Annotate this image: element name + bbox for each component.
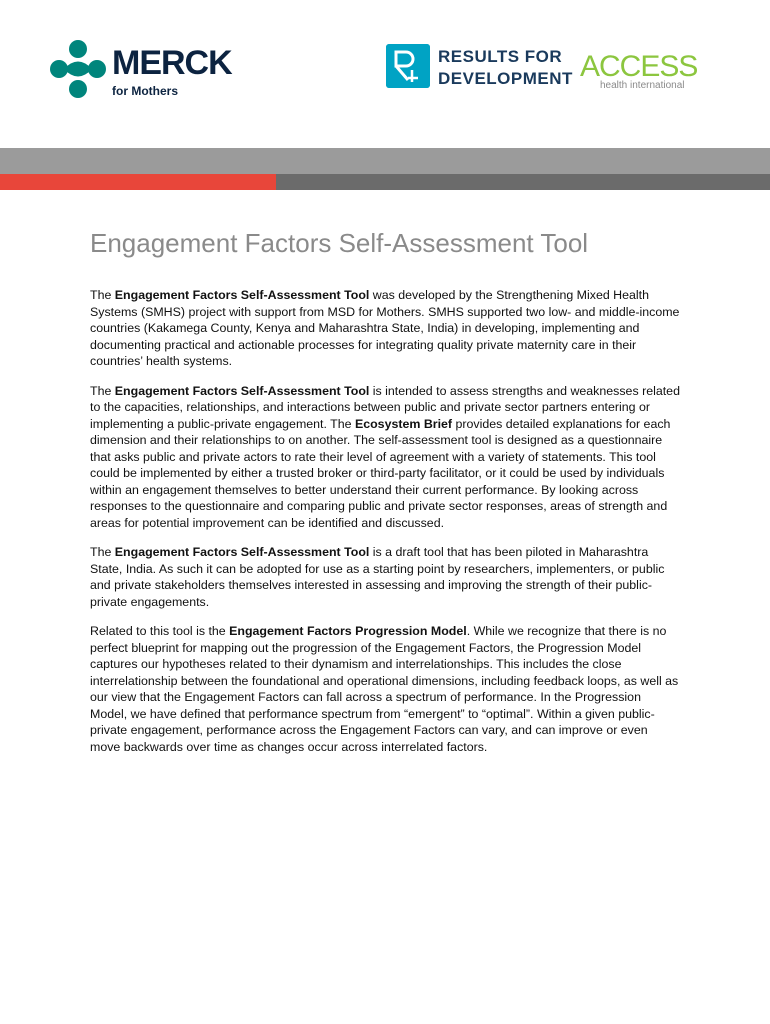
- r4d-line1: RESULTS FOR: [438, 47, 563, 66]
- access-wordmark: ACCESS: [580, 50, 698, 83]
- paragraph-purpose: The Engagement Factors Self-Assessment Tool is intended to assess strengths and weaknesses related to the capacities, relationships, and interactions between public and private sector partners entering or implementing a public-private engagement. The Ecosystem Brief provides detailed explanations for each dimension and their relationships to on another. The self-assessment tool is designed as a questionnaire that asks public and private actors to rate their level of agreement with a variety of statements. This tool could be implemented by either a trusted broker or third-party facilitator, or it could be used by individuals within an engagement themselves to better understand their current performance. By looking across responses to the questionnaire and comparing public and private sector responses, areas of strength and areas for potential improvement can be identified and discussed.: [90, 383, 680, 530]
- paragraph-intro: The Engagement Factors Self-Assessment Tool was developed by the Strengthening Mixed Health Systems (SMHS) project with support from MSD for Mothers. SMHS supported two low- and middle-income countries (Kakamega County, Kenya and Maharashtra State, India) in developing, implementing and documenting practical and actionable processes for integrating quality private maternity care in their countries’ health systems.: [90, 288, 680, 368]
- merck-wordmark: MERCK: [112, 44, 232, 82]
- banner-gray-bar: [0, 148, 770, 174]
- paragraph-progression-model: Related to this tool is the Engagement Factors Progression Model. While we recognize that there is no perfect blueprint for mapping out the progression of the Engagement Factors, the Progression Model captures our hypotheses related to their dynamism and interrelationships. This includes the close interrelationship between the foundational and operational dimensions, including feedback loops, as well as our view that the Engagement Factors can fall across a spectrum of performance. In the Progression Model, we have defined that performance spectrum from “emergent” to “optimal”. Within a given public-private engagement, performance across the Engagement Factors can vary, and can improve or even move backwards over time as changes occur across interrelated factors.: [90, 624, 679, 754]
- merck-logo-mark-icon: [50, 40, 106, 98]
- results-for-development-logo: [386, 44, 586, 94]
- r4d-logo-mark-icon: [386, 44, 430, 88]
- document-title: Engagement Factors Self-Assessment Tool: [90, 228, 589, 258]
- banner-red-bar: [0, 174, 276, 190]
- paragraph-pilot: The Engagement Factors Self-Assessment Tool is a draft tool that has been piloted in Maharashtra State, India. As such it can be adopted for use as a starting point by researchers, implementers, or public and private stakeholders themselves interested in assessing and improving the strength of their public-private engagements.: [90, 545, 665, 609]
- document-body: [90, 287, 680, 768]
- r4d-line2: DEVELOPMENT: [438, 69, 573, 88]
- banner-dark-bar: [276, 174, 770, 190]
- access-health-international-logo: [580, 50, 700, 94]
- merck-tagline: for Mothers: [112, 84, 178, 98]
- merck-for-mothers-logo: [50, 40, 250, 110]
- access-tagline: health international: [600, 80, 685, 91]
